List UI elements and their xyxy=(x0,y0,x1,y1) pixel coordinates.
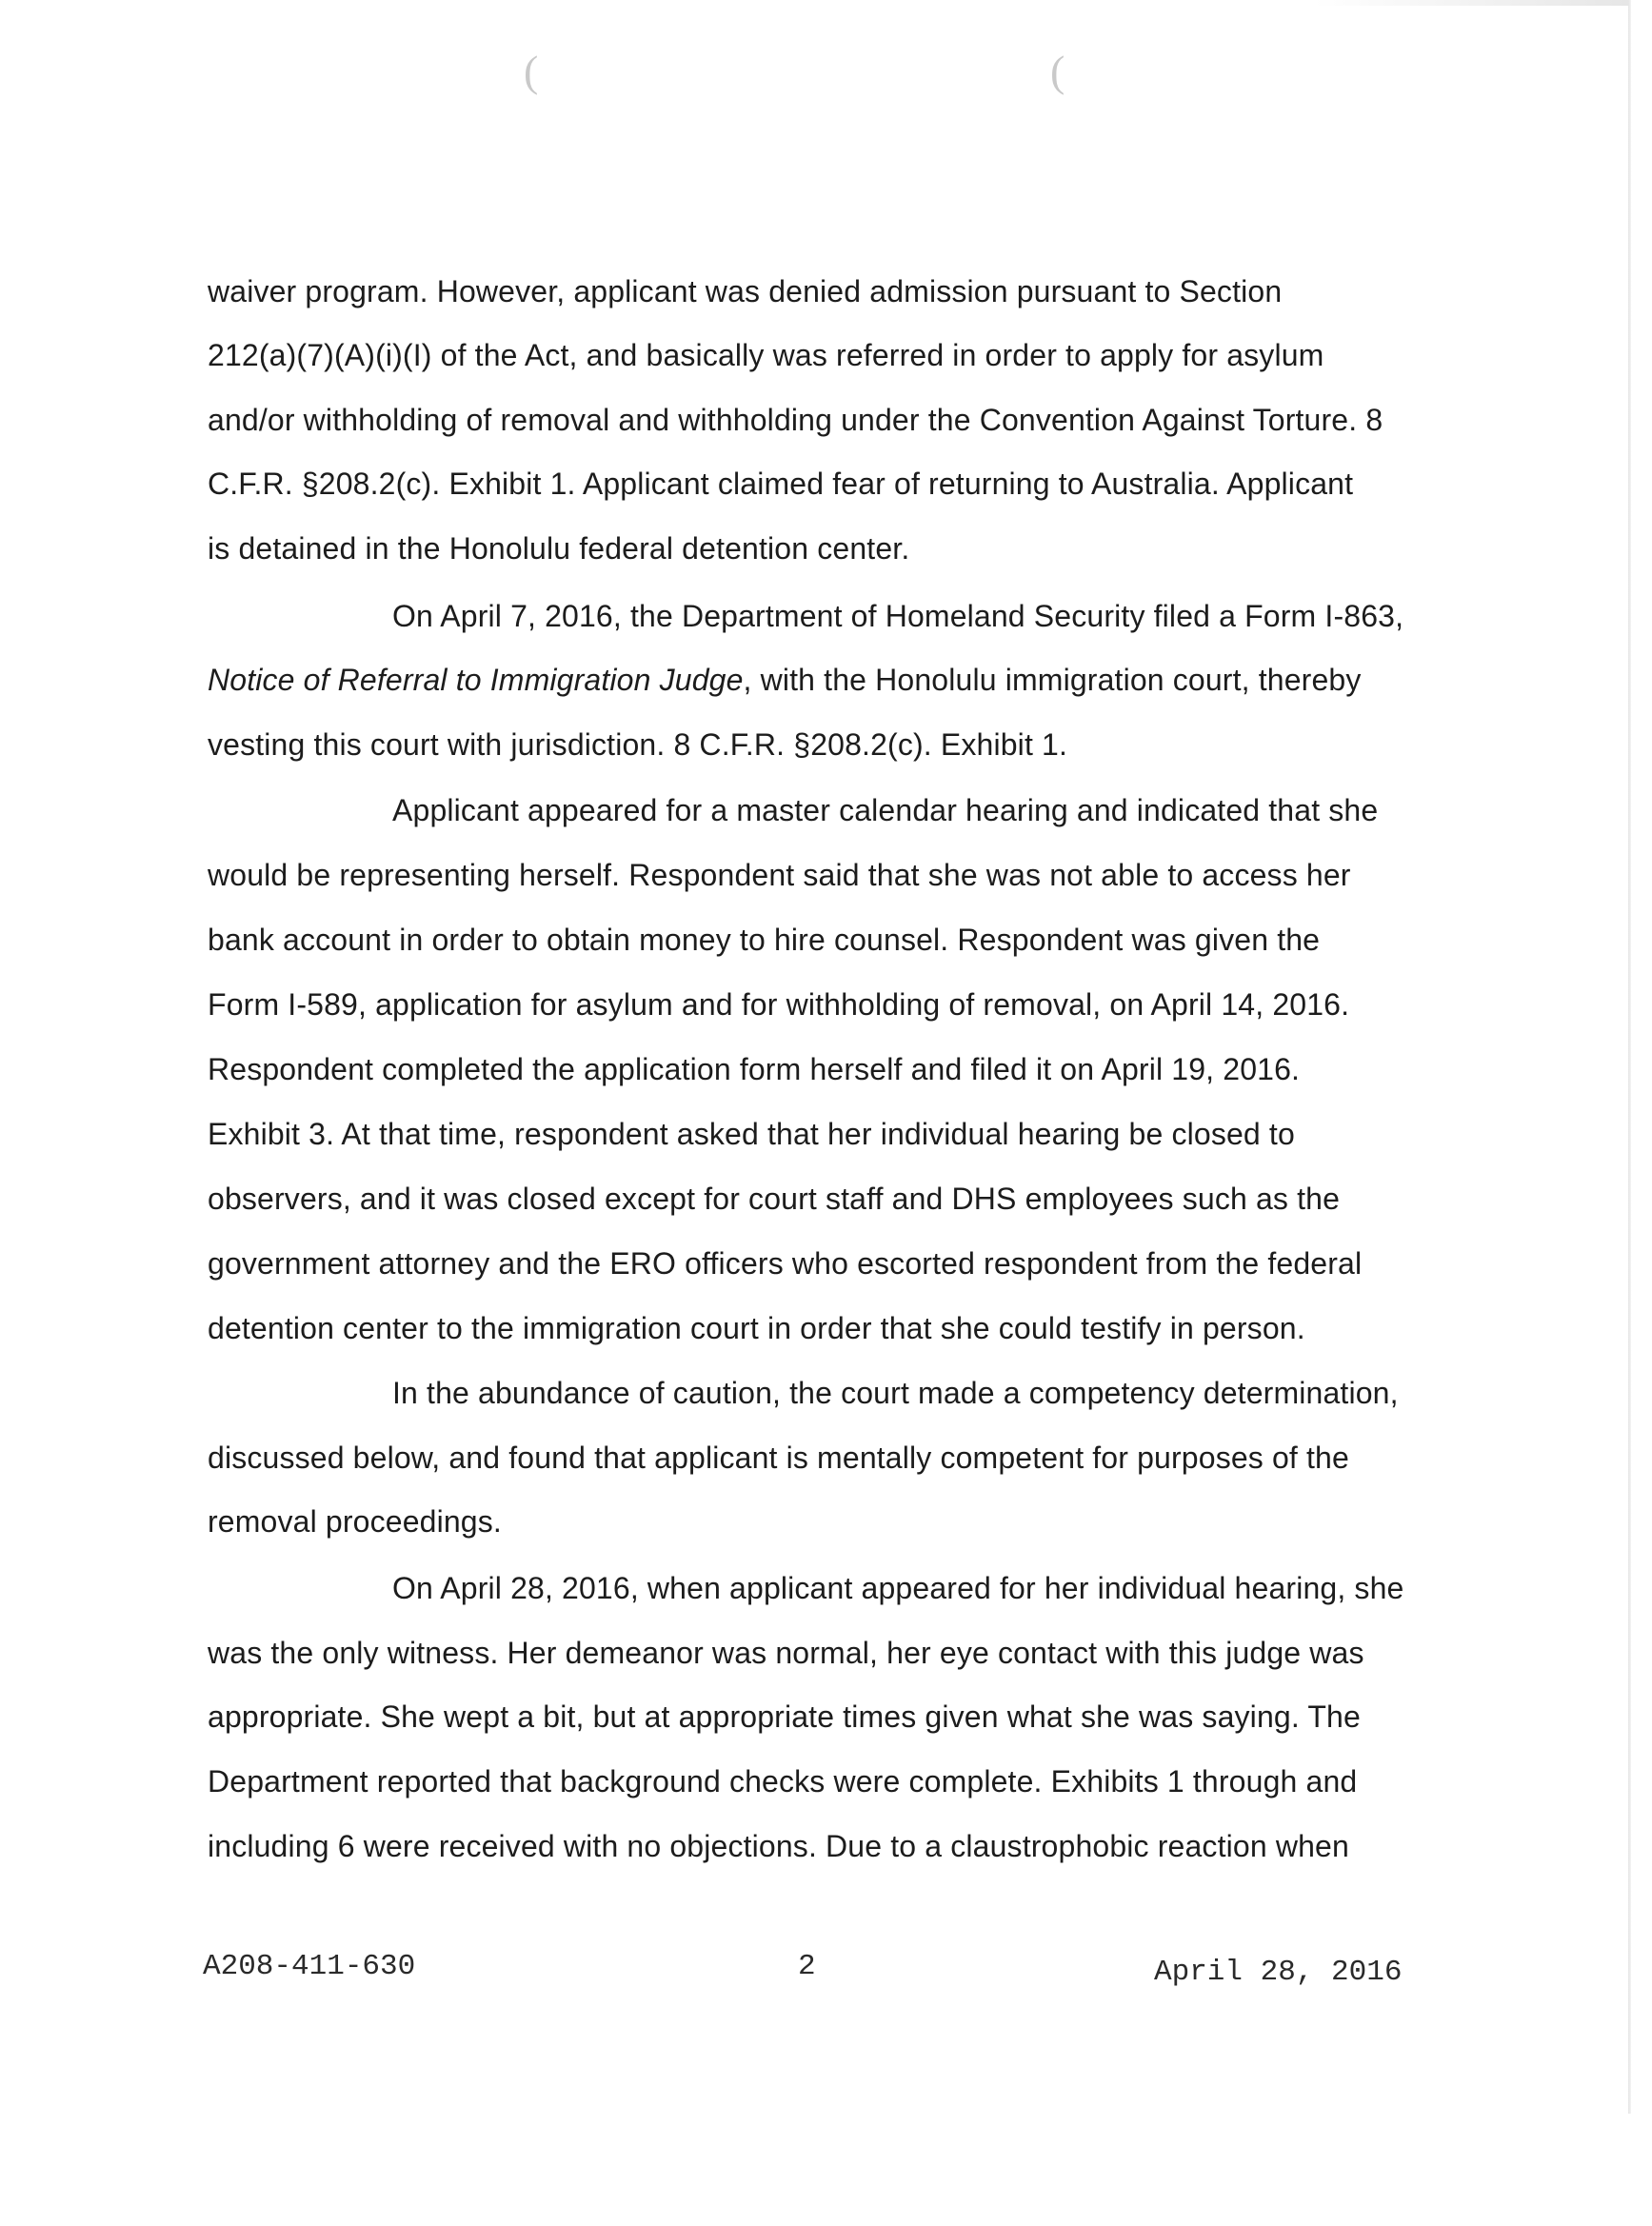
body-line xyxy=(208,661,1362,699)
body-line: Department reported that background checks were complete. Exhibits 1 through and xyxy=(208,1764,1358,1799)
body-line: including 6 were received with no objections. Due to a claustrophobic reaction when xyxy=(208,1829,1349,1863)
body-line: government attorney and the ERO officers who escorted respondent from the federal xyxy=(208,1246,1363,1281)
scan-punch-mark-right: ( xyxy=(1050,47,1065,95)
body-line: discussed below, and found that applicant is mentally competent for purposes of the xyxy=(208,1441,1349,1475)
body-line: would be representing herself. Respondent said that she was not able to access her xyxy=(208,858,1351,892)
body-line: Applicant appeared for a master calendar hearing and indicated that she xyxy=(392,793,1379,827)
body-line: detention center to the immigration court in order that she could testify in person. xyxy=(208,1311,1305,1345)
notice-title-italic: Notice of Referral to Immigration Judge xyxy=(208,663,744,697)
body-line: On April 28, 2016, when applicant appeared for her individual hearing, she xyxy=(392,1571,1404,1605)
body-line: In the abundance of caution, the court made a competency determination, xyxy=(392,1376,1399,1410)
body-line: bank account in order to obtain money to hire counsel. Respondent was given the xyxy=(208,923,1321,957)
body-line: is detained in the Honolulu federal detention center. xyxy=(208,531,910,566)
body-line: Form I-589, application for asylum and for withholding of removal, on April 14, 2016. xyxy=(208,987,1350,1022)
body-line: waiver program. However, applicant was denied admission pursuant to Section xyxy=(208,274,1283,308)
body-line: vesting this court with jurisdiction. 8 C.F.R. §208.2(c). Exhibit 1. xyxy=(208,727,1068,762)
body-line: was the only witness. Her demeanor was normal, her eye contact with this judge was xyxy=(208,1636,1364,1670)
footer-page-number: 2 xyxy=(798,1950,816,1983)
body-line: removal proceedings. xyxy=(208,1504,502,1539)
footer-date: April 28, 2016 xyxy=(1154,1956,1403,1989)
footer-case-number: A208-411-630 xyxy=(203,1950,416,1983)
scan-punch-mark-left: ( xyxy=(524,47,539,95)
body-line: 212(a)(7)(A)(i)(I) of the Act, and basically was referred in order to apply for asylum xyxy=(208,338,1324,372)
body-line: appropriate. She wept a bit, but at appropriate times given what she was saying. The xyxy=(208,1699,1361,1734)
body-line: observers, and it was closed except for court staff and DHS employees such as the xyxy=(208,1182,1341,1216)
body-line: On April 7, 2016, the Department of Homeland Security filed a Form I-863, xyxy=(392,599,1404,633)
body-line: and/or withholding of removal and withholding under the Convention Against Torture. 8 xyxy=(208,403,1383,437)
body-line: Exhibit 3. At that time, respondent asked that her individual hearing be closed to xyxy=(208,1117,1295,1151)
body-line-rest: , with the Honolulu immigration court, thereby xyxy=(743,663,1362,697)
body-line: Respondent completed the application form herself and filed it on April 19, 2016. xyxy=(208,1052,1301,1086)
body-line: C.F.R. §208.2(c). Exhibit 1. Applicant claimed fear of returning to Australia. Applicant xyxy=(208,467,1354,501)
